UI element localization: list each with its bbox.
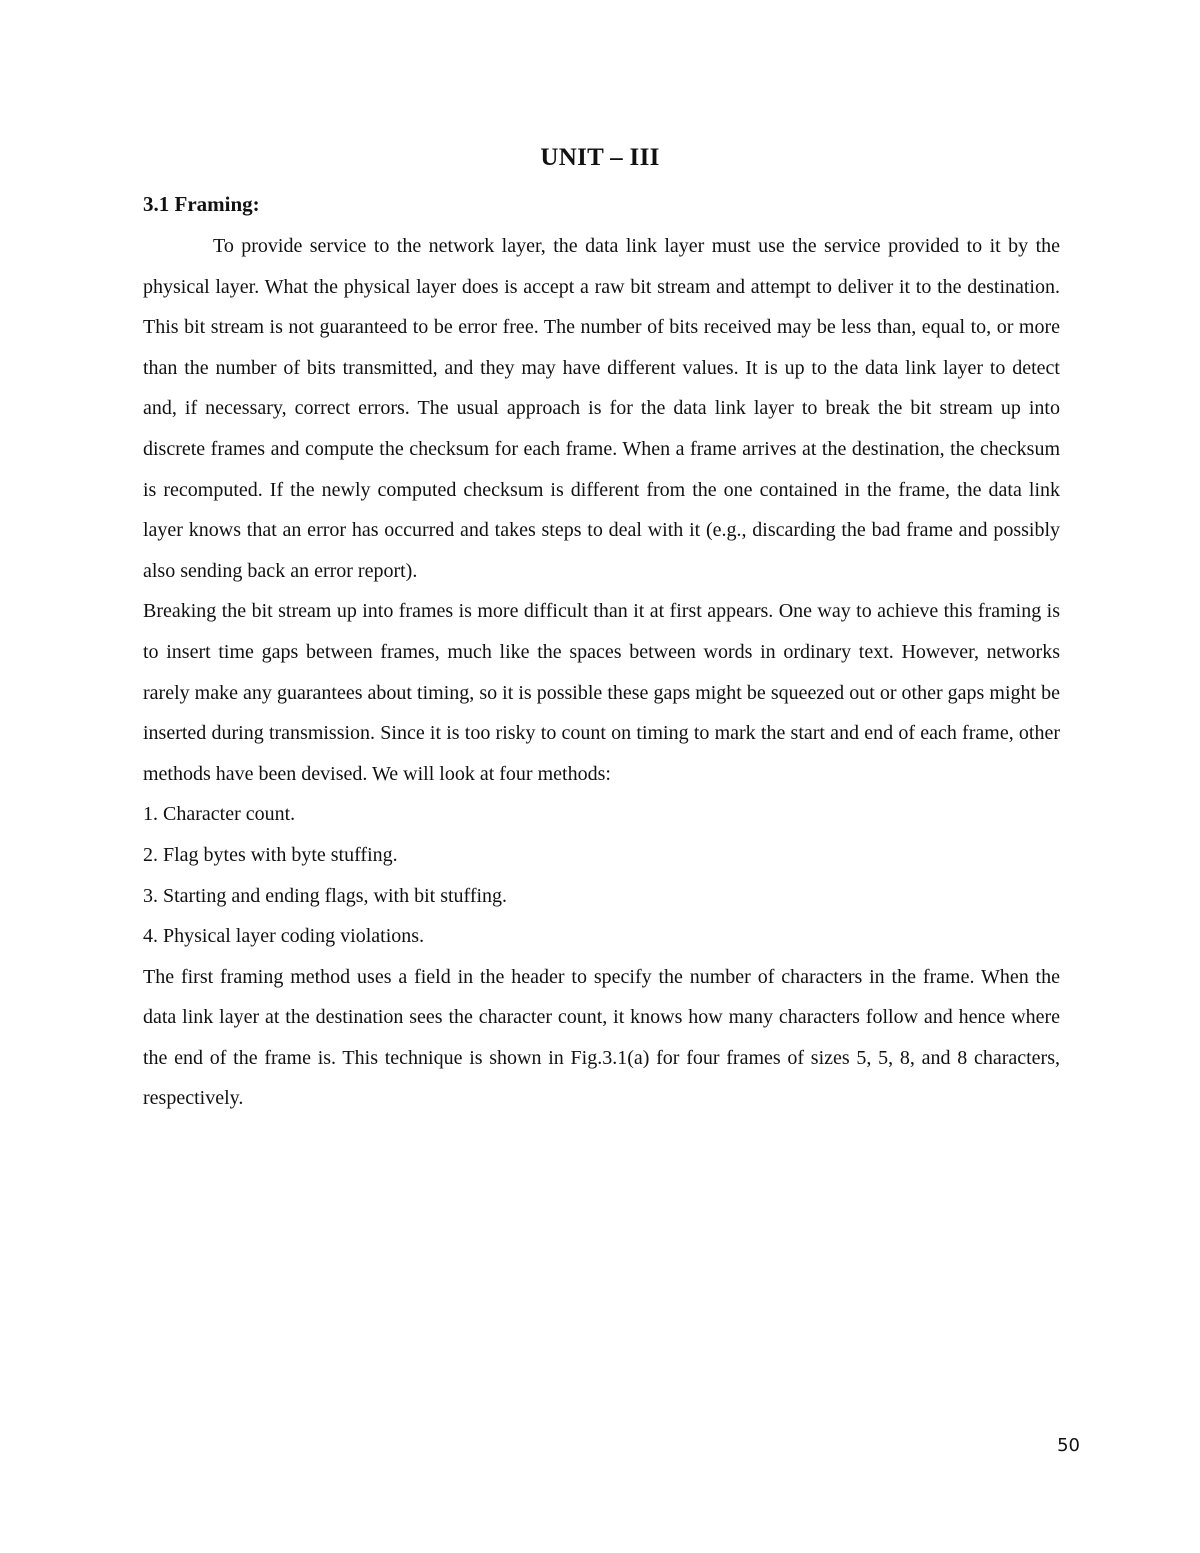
unit-title: UNIT – III: [540, 144, 660, 171]
paragraph-breaking-bit-stream: Breaking the bit stream up into frames is more difficult than it at first appears. One way to achieve this framing is to insert time gaps between frames, much like the spaces between words in ordinary text. However, networks rarely make any guarantees about timing, so it is possible these gaps might be squeezed out or other gaps might be inserted during transmission. Since it is too risky to count on timing to mark the start and end of each frame, other methods have been devised. We will look at four methods:: [143, 600, 1060, 785]
method-list-item: 4. Physical layer coding violations.: [143, 925, 425, 948]
section-heading: 3.1 Framing:: [143, 192, 260, 216]
method-list-item: 2. Flag bytes with byte stuffing.: [143, 843, 398, 866]
method-list-item: 3. Starting and ending flags, with bit stuffing.: [143, 884, 508, 907]
method-list-item: 1. Character count.: [143, 803, 296, 826]
body-text: [143, 226, 1060, 1119]
paragraph-character-count: The first framing method uses a field in the header to specify the number of characters in the frame. When the data link layer at the destination sees the character count, it knows how many characters follow and hence where the end of the frame is. This technique is shown in Fig.3.1(a) for four frames of sizes 5, 5, 8, and 8 characters, respectively.: [143, 965, 1060, 1110]
page-number: 50: [1057, 1435, 1080, 1456]
paragraph-intro: To provide service to the network layer, the data link layer must use the service provided to it by the physical layer. What the physical layer does is accept a raw bit stream and attempt to deliver it to the destination. This bit stream is not guaranteed to be error free. The number of bits received may be less than, equal to, or more than the number of bits transmitted, and they may have different values. It is up to the data link layer to detect and, if necessary, correct errors. The usual approach is for the data link layer to break the bit stream up into discrete frames and compute the checksum for each frame. When a frame arrives at the destination, the checksum is recomputed. If the newly computed checksum is different from the one contained in the frame, the data link layer knows that an error has occurred and takes steps to deal with it (e.g., discarding the bad frame and possibly also sending back an error report).: [143, 235, 1060, 582]
